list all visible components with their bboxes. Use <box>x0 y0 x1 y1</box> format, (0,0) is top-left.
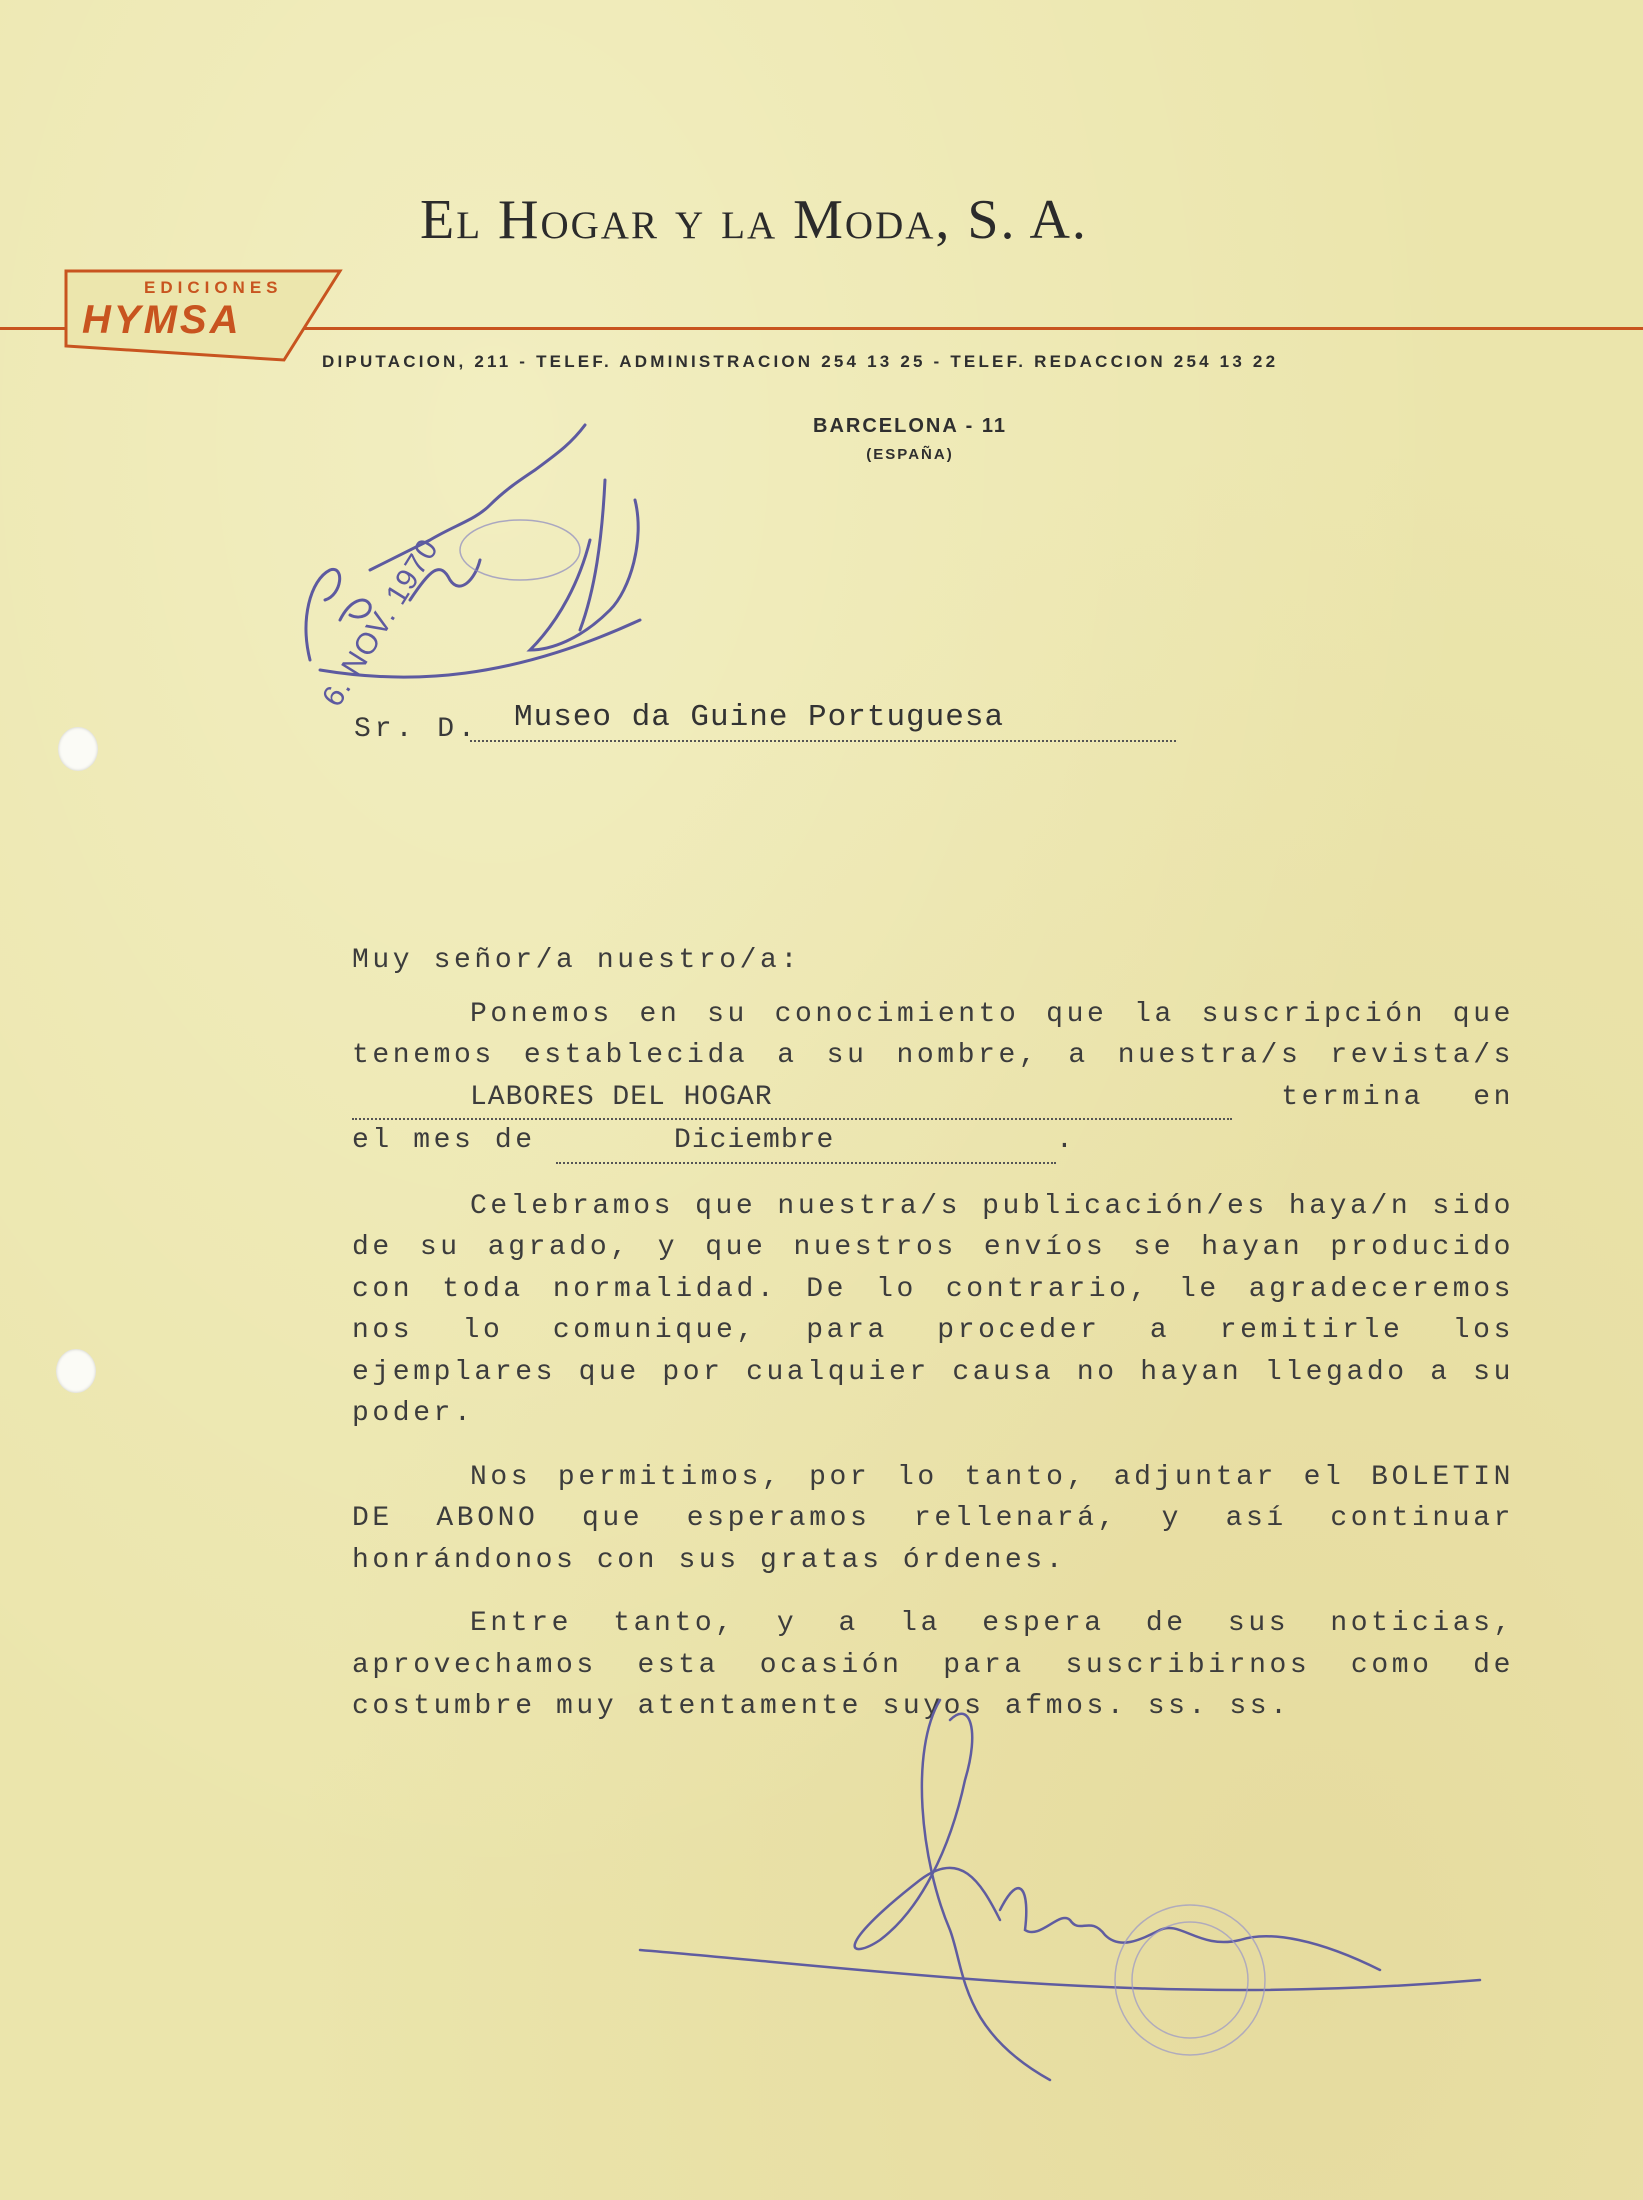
paragraph-1 <box>352 994 1514 1164</box>
punch-hole-top <box>58 727 98 771</box>
logo-top-text: EDICIONES <box>144 278 283 297</box>
paragraph-1-end: . <box>1056 1125 1077 1156</box>
month-field: Diciembre <box>556 1120 1056 1164</box>
paragraph-1-start: Ponemos en su conocimiento que la suscripción que tenemos establecida a su nombre, a nuestra/s revista/s <box>352 998 1514 1071</box>
city: BARCELONA - 11 <box>813 415 1007 437</box>
punch-hole-bottom <box>56 1349 96 1393</box>
recipient-dotted-line <box>470 740 1176 742</box>
paragraph-2: Celebramos que nuestra/s publicación/es haya/n sido de su agrado, y que nuestros envíos se hayan producido con toda normalidad. De lo contrario, le agradeceremos nos lo comunique, para proceder a remitirle los ejemplares que por cualquier causa no hayan llegado a su poder. <box>352 1190 1514 1429</box>
recipient-label: Sr. D. <box>354 714 479 745</box>
received-date-stamp: 6. NOV. 1970 <box>316 532 446 713</box>
company-name: El Hogar y la Moda, S. A. <box>420 189 1088 251</box>
paragraph-3: Nos permitimos, por lo tanto, adjuntar el BOLETIN DE ABONO que esperamos rellenará, y así continuar honrándonos con sus gratas órdenes. <box>352 1461 1514 1576</box>
address-line: DIPUTACION, 211 - TELEF. ADMINISTRACION 254 13 25 - TELEF. REDACCION 254 13 22 <box>322 352 1279 371</box>
signature-icon <box>620 1690 1500 2110</box>
country: (ESPAÑA) <box>866 446 954 463</box>
recipient-name: Museo da Guine Portuguesa <box>514 700 1005 735</box>
paragraph-1-middle: termina en el mes de <box>352 1081 1514 1156</box>
hymsa-logo <box>64 268 344 363</box>
letter-body <box>352 940 1514 1750</box>
paragraph-4: Entre tanto, y a la espera de sus noticias, aprovechamos esta ocasión para suscribirnos como de costumbre muy atentamente suyos afmos. ss. ss. <box>352 1608 1514 1722</box>
salutation: Muy señor/a nuestro/a: <box>352 945 801 976</box>
logo-main-text: HYMSA <box>82 298 242 342</box>
magazine-field: LABORES DEL HOGAR <box>352 1077 1232 1121</box>
